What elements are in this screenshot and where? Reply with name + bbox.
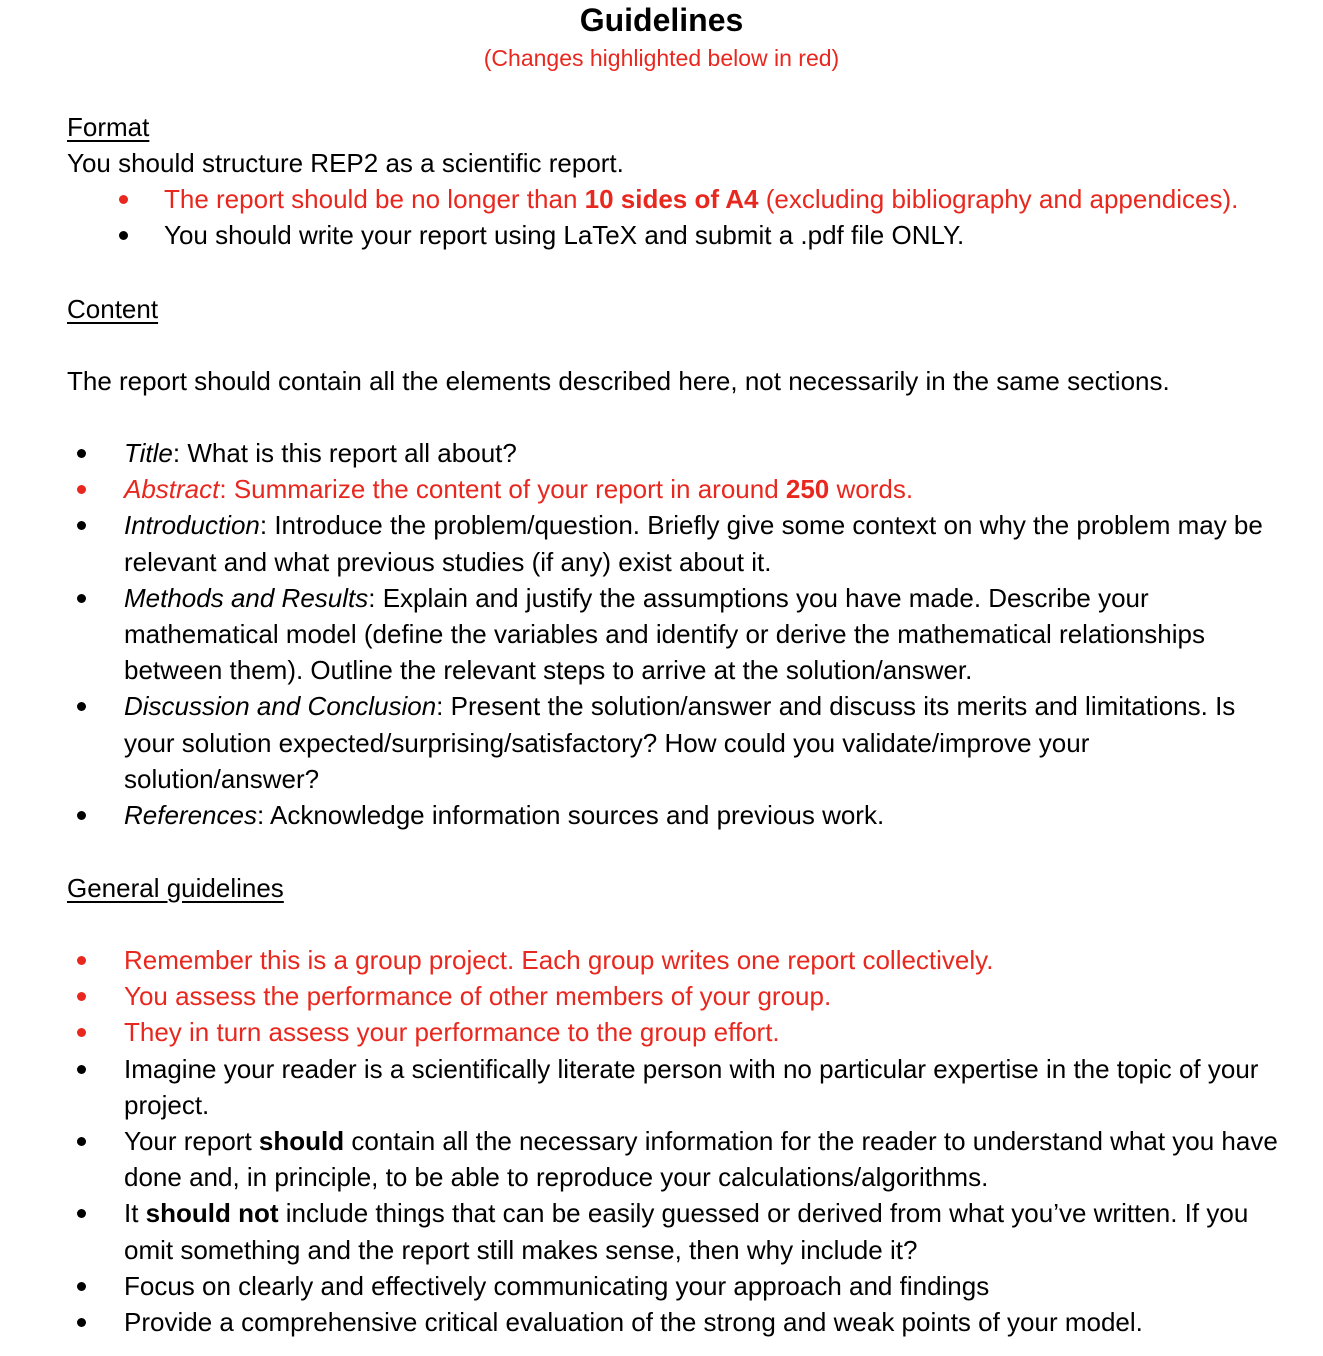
bullet-icon [77, 702, 86, 711]
list-item [124, 1123, 1289, 1195]
list-item [124, 978, 1289, 1014]
list-item [124, 1268, 1289, 1304]
general-item-text: They in turn assess your performance to the group effort. [124, 1017, 780, 1048]
page-subtitle: (Changes highlighted below in red) [483, 45, 840, 71]
format-item-1-post: (excluding bibliography and appendices). [758, 184, 1239, 214]
general-item-5-post: contain all the necessary information for the reader to understand what you have done and, in principle, to be able to reproduce your calculations/algorithms. [124, 1126, 1278, 1193]
content-text: : Present the solution/answer and discuss its merits and limitations. Is your solution expected/surprising/satisfactory? How could you validate/improve your solution/answer? [124, 691, 1236, 794]
format-item-2: You should write your report using LaTeX and submit a .pdf file ONLY. [164, 220, 965, 251]
general-list [124, 942, 1289, 1340]
list-item [164, 217, 1314, 253]
content-text: : Acknowledge information sources and previous work. [256, 800, 885, 831]
bullet-icon [77, 1137, 86, 1146]
content-text: : Introduce the problem/question. Briefly give some context on why the problem may be relevant and what previous studies (if any) exist about it. [124, 510, 1263, 577]
bullet-icon [77, 1282, 86, 1291]
list-item [124, 471, 1289, 507]
general-item-text: Remember this is a group project. Each group writes one report collectively. [124, 945, 994, 975]
content-term: Introduction [124, 510, 260, 541]
general-item-text: Focus on clearly and effectively communicating your approach and findings [124, 1270, 990, 1301]
content-text: : Summarize the content of your report in around [219, 474, 786, 505]
content-term: References [124, 800, 257, 831]
format-item-1-bold: 10 sides of A4 [584, 184, 759, 214]
list-item [124, 435, 1289, 471]
content-term: Title [124, 438, 173, 468]
general-item-text: Imagine your reader is a scientifically literate person with no particular expertise in the topic of your project. [124, 1053, 1259, 1120]
content-bold: 250 [785, 474, 830, 505]
general-item-5-bold: should [258, 1126, 345, 1157]
general-heading: General guidelines [67, 873, 284, 903]
bullet-icon [77, 811, 86, 820]
content-heading: Content [67, 294, 159, 324]
list-item [124, 1014, 1289, 1050]
content-term: Methods and Results [124, 582, 369, 613]
list-item [124, 942, 1289, 978]
content-term: Abstract [124, 474, 220, 505]
bullet-icon [77, 992, 86, 1001]
bullet-icon [77, 449, 86, 458]
bullet-icon [77, 1318, 86, 1327]
bullet-icon [77, 1209, 86, 1218]
content-intro: The report should contain all the elements described here, not necessarily in the same sections. [67, 366, 1170, 396]
format-intro: You should structure REP2 as a scientific report. [67, 148, 624, 178]
content-list [124, 435, 1289, 833]
general-item-text: You assess the performance of other members of your group. [124, 981, 832, 1012]
list-item [124, 688, 1289, 797]
content-text: words. [829, 474, 914, 505]
content-text: : What is this report all about? [172, 438, 517, 468]
list-item [124, 1304, 1289, 1340]
list-item [124, 1051, 1289, 1123]
content-text: : Explain and justify the assumptions you have made. Describe your mathematical model (define the variables and identify or derive the mathematical relationships between them). Outline the relevant steps to arrive at the solution/answer. [124, 582, 1206, 686]
list-item [124, 507, 1289, 579]
bullet-icon [119, 195, 128, 204]
content-term: Discussion and Conclusion [124, 691, 437, 722]
list-item [124, 1195, 1289, 1267]
bullet-icon [77, 521, 86, 530]
general-item-6-pre: It [124, 1198, 146, 1229]
general-item-text: Provide a comprehensive critical evaluation of the strong and weak points of your model. [124, 1307, 1143, 1338]
bullet-icon [77, 485, 86, 494]
list-item [124, 797, 1289, 833]
list-item [164, 181, 1314, 217]
bullet-icon [119, 231, 128, 240]
bullet-icon [77, 594, 86, 603]
list-item [124, 580, 1289, 689]
format-list [164, 181, 1314, 253]
bullet-icon [77, 1028, 86, 1037]
bullet-icon [77, 956, 86, 965]
general-item-6-post: include things that can be easily guessed or derived from what you’ve written. If you omit something and the report still makes sense, then why include it? [124, 1198, 1249, 1265]
format-heading: Format [67, 112, 150, 142]
format-item-1-pre: The report should be no longer than [164, 184, 585, 214]
bullet-icon [77, 1065, 86, 1074]
general-item-5-pre: Your report [124, 1126, 259, 1157]
general-item-6-bold: should not [145, 1198, 279, 1229]
page-title: Guidelines [579, 2, 744, 38]
